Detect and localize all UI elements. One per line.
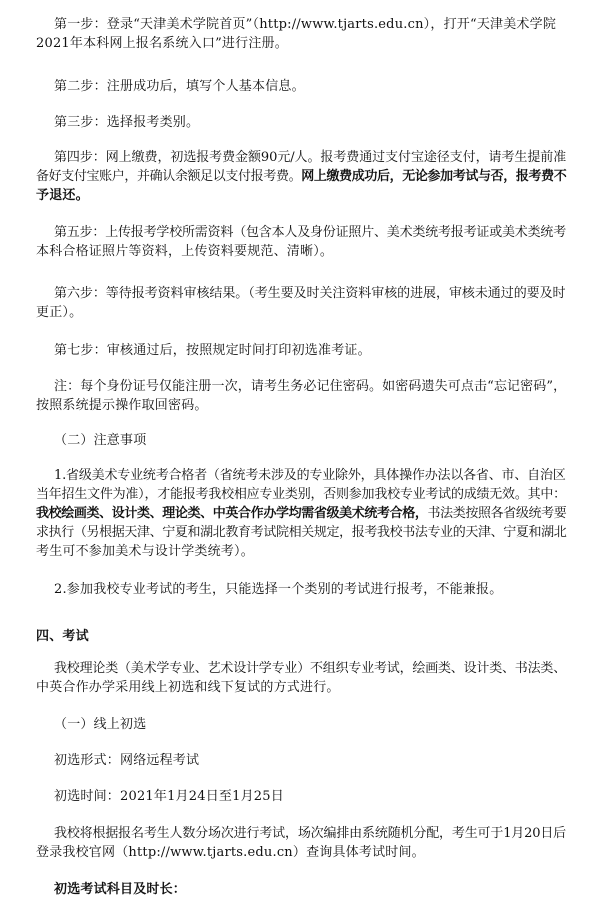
paragraph-line <box>54 15 556 35</box>
text-segment: 当年招生文件为准），才能报考我校相应专业类别，否则参加我校专业考试的成绩无效。其中： <box>36 487 566 502</box>
text-segment: 第二步：注册成功后，填写个人基本信息。 <box>54 79 305 94</box>
paragraph-line <box>54 284 566 304</box>
text-segment: 2021年本科网上报名系统入口”进行注册。 <box>36 36 288 51</box>
text-segment: 我校将根据报名考生人数分场次进行考试，场次编排由系统随机分配，考生可于1月20日后 <box>54 826 567 841</box>
online-screening-heading: （一）线上初选 <box>54 717 147 732</box>
text-segment: 本科合格证照片等资料，上传资料要规范、清晰）。 <box>36 244 334 259</box>
paragraph-line <box>36 504 566 524</box>
text-segment: 第三步：选择报考类别。 <box>54 115 200 130</box>
bold-text: 网上缴费成功后，无论参加考试与否，报考费不 <box>301 169 567 184</box>
text-segment: 1.省级美术专业统考合格者（省统考未涉及的专业除外，具体操作办法以各省、市、自治区 <box>54 468 566 483</box>
paragraph-line <box>36 485 566 505</box>
bold-text: 我校绘画类、设计类、理论类、中英合作办学均需省级美术统考合格， <box>36 506 428 521</box>
paragraph-line <box>36 242 333 262</box>
text-segment: 2.参加我校专业考试的考生，只能选择一个类别的考试进行报考，不能兼报。 <box>54 582 503 597</box>
paragraph-line <box>36 523 566 543</box>
paragraph-line <box>54 377 566 397</box>
text-segment: 第五步：上传报考学校所需资料（包含本人及身份证照片、美术类统考报考证或美术类统考 <box>54 225 567 240</box>
text-segment: 中英合作办学采用线上初选和线下复试的方式进行。 <box>36 680 340 695</box>
paragraph-line <box>36 843 425 863</box>
online-screening-time: 初选时间：2021年1月24日至1月25日 <box>54 789 284 804</box>
paragraph-line <box>54 223 566 243</box>
paragraph-line <box>36 542 254 562</box>
notes-heading: （二）注意事项 <box>54 433 147 448</box>
paragraph-line <box>36 303 82 323</box>
text-segment: 第六步：等待报考资料审核结果。（考生要及时关注资料审核的进展，审核未通过的要及时 <box>54 286 566 301</box>
paragraph-line <box>54 148 566 168</box>
paragraph-line <box>54 77 305 97</box>
text-segment: 更正）。 <box>36 305 83 320</box>
paragraph-line <box>36 186 89 206</box>
text-segment: 第四步：网上缴费，初选报考费金额90元/人。报考费通过支付宝途径支付，请考生提前准 <box>54 150 567 165</box>
paragraph-line <box>36 34 288 54</box>
subjects-heading: 初选考试科目及时长： <box>54 882 187 897</box>
paragraph-line <box>54 466 566 486</box>
bold-text: 予退还。 <box>36 188 89 203</box>
section-4-heading: 四、考试 <box>36 629 89 644</box>
text-segment: 备好支付宝账户，并确认余额足以支付报考费。 <box>36 169 302 184</box>
text-segment: 第一步：登录“天津美术学院首页”（http://www.tjarts.edu.cn），打开“天津美术学院 <box>54 17 557 32</box>
text-segment: 注：每个身份证号仅能注册一次，请考生务必记住密码。如密码遗失可点击“忘记密码”， <box>54 379 567 394</box>
paragraph-line <box>54 580 502 600</box>
online-screening-form: 初选形式：网络远程考试 <box>54 753 200 768</box>
text-segment: 求执行（另根据天津、宁夏和湖北教育考试院相关规定，报考我校书法专业的天津、宁夏和湖北 <box>36 525 567 540</box>
paragraph-line <box>54 824 566 844</box>
paragraph-line <box>54 341 371 361</box>
paragraph-line <box>54 113 199 133</box>
text-segment: 我校理论类（美术学专业、艺术设计学专业）不组织专业考试，绘画类、设计类、书法类、 <box>54 661 567 676</box>
paragraph-line <box>36 396 208 416</box>
paragraph-line <box>54 659 566 679</box>
text-segment: 考生可不参加美术与设计学类统考）。 <box>36 544 254 559</box>
text-segment: 按照系统提示操作取回密码。 <box>36 398 208 413</box>
text-segment: 第七步：审核通过后，按照规定时间打印初选准考证。 <box>54 343 371 358</box>
paragraph-line <box>36 678 340 698</box>
paragraph-line <box>36 167 566 187</box>
text-segment: 登录我校官网（http://www.tjarts.edu.cn）查询具体考试时间。 <box>36 845 425 860</box>
text-segment: 书法类按照各省级统考要 <box>427 506 567 521</box>
